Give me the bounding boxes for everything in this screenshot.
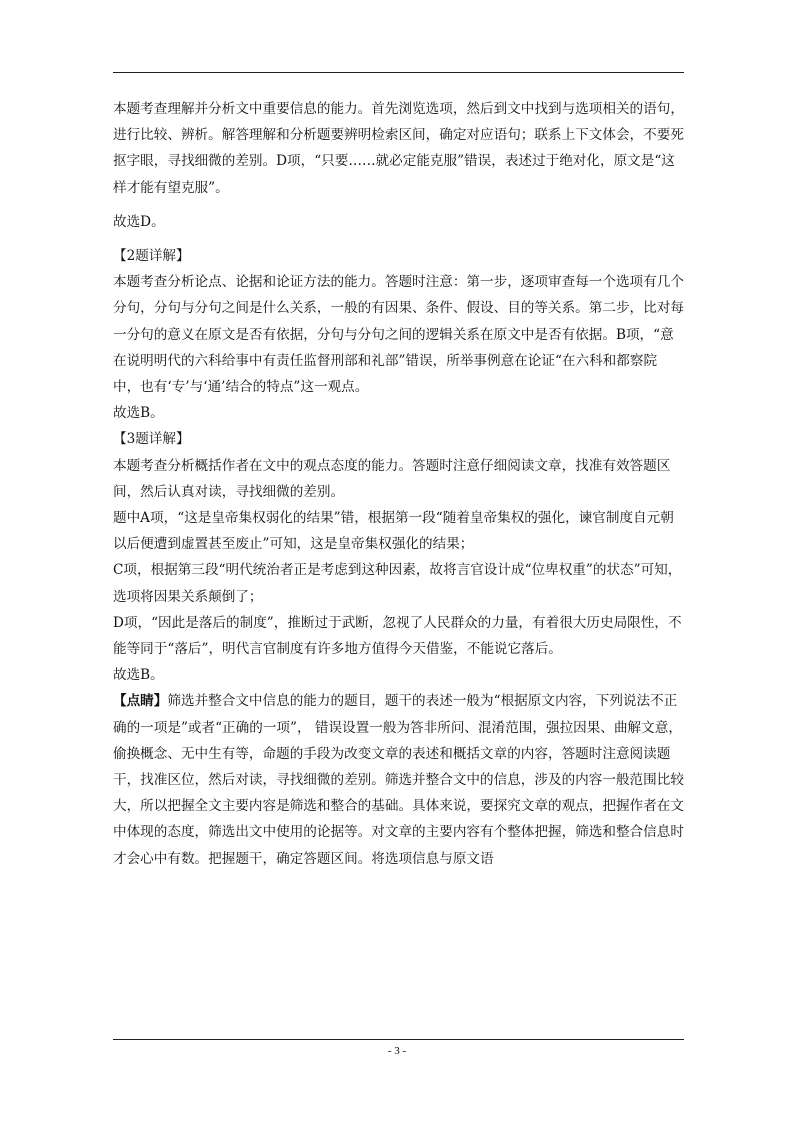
answer-line: 故选B。 (113, 405, 164, 422)
section-heading-3: 【3题详解】 (113, 431, 190, 448)
paragraph: C项，根据第三段“明代统治者正是考虑到这种因素，故将言官设计成“位卑权重”的状态”可知，选项将因果关系颠倒了； (113, 562, 682, 605)
note-label: 【点睛】 (113, 693, 168, 710)
paragraph: 本题考查分析论点、论据和论证方法的能力。答题时注意：第一步，逐项审查每一个选项有几个分句，分句与分句之间是什么关系，一般的有因果、条件、假设、目的等关系。第二步，比对每一分句的意义在原文是否有依据，分句与分句之间的逻辑关系在原文中是否有依据。B项，“意在说明明代的六科给事中有责任监督刑部和礼部”错误，所举事例意在论证“在六科和都察院中，也有‘专’与‘通’结合的特点”这一观点。 (113, 274, 684, 396)
paragraph: 本题考查分析概括作者在文中的观点态度的能力。答题时注意仔细阅读文章，找准有效答题区间，然后认真对读，寻找细微的差别。 (113, 457, 671, 500)
paragraph: 题中A项，“这是皇帝集权弱化的结果”错，根据第一段“随着皇帝集权的强化，谏官制度自元朝以后便遭到虚置甚至废止”可知，这是皇帝集权强化的结果； (113, 510, 674, 553)
answer-line: 故选B。 (113, 667, 164, 684)
paragraph: D项，“因此是落后的制度”，推断过于武断，忽视了人民群众的力量，有着很大历史局限性，不能等同于“落后”，明代言官制度有许多地方值得今天借鉴，不能说它落后。 (113, 614, 682, 658)
paragraph: 本题考查理解并分析文中重要信息的能力。首先浏览选项，然后到文中找到与选项相关的语句，进行比较、辨析。解答理解和分析题要辨明检索区间，确定对应语句；联系上下文体会，不要死抠字眼，寻找细微的差别。D项，“只要……就必定能克服”错误，表述过于绝对化，原文是“这样才能有望克服”。 (113, 101, 684, 196)
note-paragraph (113, 688, 684, 871)
page-number: - 3 - (387, 1045, 407, 1057)
page-body (113, 96, 684, 872)
note-text: 筛选并整合文中信息的能力的题目，题干的表述一般为“根据原文内容，下列说法不正确的一项是”或者“正确的一项”， 错误设置一般为答非所问、混淆范围，强拉因果、曲解文意，偷换概念、无中生有等，命题的手段为改变文章的表述和概括文章的内容，答题时注意阅读题干，找准区位，然后对读，寻找细微的差别。筛选并整合文中的信息，涉及的内容一般范围比较大，所以把握全文主要内容是筛选和整合的基础。具体来说，要探究文章的观点，把握作者在文中体现的态度，筛选出文中使用的论据等。对文章的主要内容有个整体把握，筛选和整合信息时才会心中有数。把握题干，确定答题区间。将选项信息与原文语 (113, 693, 684, 867)
section-heading-2: 【2题详解】 (113, 248, 190, 265)
answer-line: 故选D。 (113, 213, 165, 230)
footer-rule (113, 1039, 684, 1040)
header-rule (113, 72, 684, 73)
